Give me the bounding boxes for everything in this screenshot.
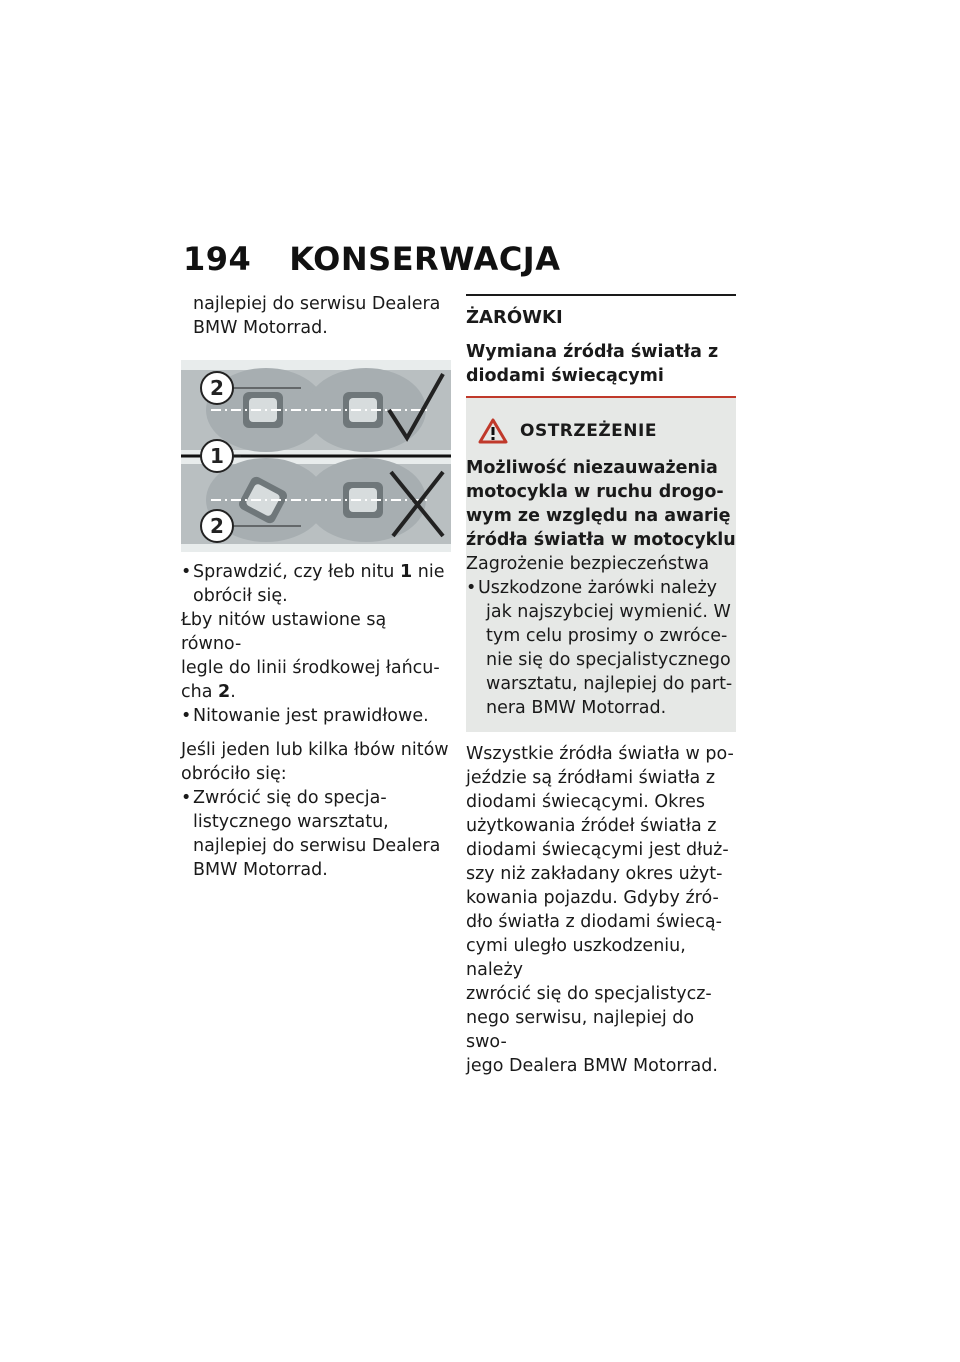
body-line: obróciło się: — [181, 764, 287, 784]
body-line: jeździe są źródłami światła z — [466, 768, 716, 788]
chain-rivet-figure — [181, 360, 451, 552]
warning-bold-line: motocykla w ruchu drogo- — [466, 482, 724, 502]
bullet-dot: • — [181, 706, 192, 726]
bullet-text: Zwrócić się do specja- — [193, 788, 387, 808]
body-line: szy niż zakładany okres użyt- — [466, 864, 723, 884]
warning-bold-line: wym ze względu na awarię — [466, 506, 731, 526]
body-text: cha — [181, 682, 213, 702]
bullet-text: Sprawdzić, czy łeb nitu — [193, 562, 395, 582]
chain-illustration — [181, 360, 451, 552]
bold-reference: 1 — [399, 562, 413, 582]
bullet-item — [181, 786, 451, 882]
warning-text: Zagrożenie bezpieczeństwa — [466, 554, 710, 574]
warning-bullet — [466, 576, 736, 720]
body-text: . — [230, 682, 236, 702]
warning-bold-line: Możliwość niezauważenia — [466, 458, 718, 478]
section-title: ŻARÓWKI — [466, 307, 563, 328]
body-line: diodami świecącymi jest dłuż- — [466, 840, 729, 860]
warning-label: OSTRZEŻENIE — [520, 421, 657, 441]
body-line: jego Dealera BMW Motorrad. — [466, 1056, 718, 1076]
bullet-dot: • — [181, 788, 192, 808]
left-column — [181, 292, 451, 882]
body-line: Jeśli jeden lub kilka łbów nitów — [181, 740, 449, 760]
subsection-line: Wymiana źródła światła z — [466, 342, 719, 362]
callout-label: 2 — [210, 376, 224, 400]
body-line: diodami świecącymi. Okres — [466, 792, 706, 812]
warning-box — [466, 398, 736, 732]
page-header — [183, 240, 560, 278]
warning-bold-line: źródła światła w motocyklu — [466, 530, 736, 550]
subsection-line: diodami świecącymi — [466, 366, 664, 386]
body-line: nego serwisu, najlepiej do swo- — [466, 1008, 695, 1052]
body-line — [181, 680, 451, 704]
page-title: KONSERWACJA — [289, 240, 561, 278]
body-line: legle do linii środkowej łańcu- — [181, 658, 440, 678]
page-number: 194 — [183, 240, 252, 278]
warning-triangle-icon — [478, 418, 508, 444]
bullet-text: obrócił się. — [193, 586, 288, 606]
bullet-item — [181, 704, 451, 728]
body-line: Wszystkie źródła światła w po- — [466, 744, 734, 764]
body-line: kowania pojazdu. Gdyby źró- — [466, 888, 719, 908]
bullet-text: Nitowanie jest prawidłowe. — [193, 706, 429, 726]
intro-line: najlepiej do serwisu Dealera — [193, 294, 441, 314]
bullet-text: Uszkodzone żarówki należy — [478, 578, 718, 598]
body-line: zwrócić się do specjalistycz- — [466, 984, 712, 1004]
bullet-text: BMW Motorrad. — [193, 860, 328, 880]
bullet-item — [181, 560, 451, 608]
body-line: Łby nitów ustawione są równo- — [181, 610, 387, 654]
bullet-text: nie — [417, 562, 445, 582]
right-column — [466, 292, 738, 1078]
body-line: cymi uległo uszkodzeniu, należy — [466, 936, 686, 980]
bullet-text: jak najszybciej wymienić. W — [486, 602, 731, 622]
bullet-text: najlepiej do serwisu Dealera — [193, 836, 441, 856]
body-line: dło światła z diodami świecą- — [466, 912, 722, 932]
bold-reference: 2 — [218, 682, 231, 702]
subsection-title — [466, 340, 738, 388]
bullet-dot: • — [181, 562, 192, 582]
bullet-text: listycznego warsztatu, — [193, 812, 389, 832]
warning-header — [466, 416, 736, 446]
bullet-text: nie się do specjalistycznego — [486, 650, 731, 670]
bullet-text: warsztatu, najlepiej do part- — [486, 674, 733, 694]
intro-line: BMW Motorrad. — [193, 318, 328, 338]
bullet-text: nera BMW Motorrad. — [486, 698, 667, 718]
bullet-text: tym celu prosimy o zwróce- — [486, 626, 728, 646]
section-divider — [466, 294, 736, 296]
body-paragraph — [466, 742, 738, 1078]
bullet-dot: • — [466, 578, 477, 598]
body-line: użytkowania źródeł światła z — [466, 816, 717, 836]
callout-label: 1 — [210, 444, 224, 468]
callout-label: 2 — [210, 514, 224, 538]
